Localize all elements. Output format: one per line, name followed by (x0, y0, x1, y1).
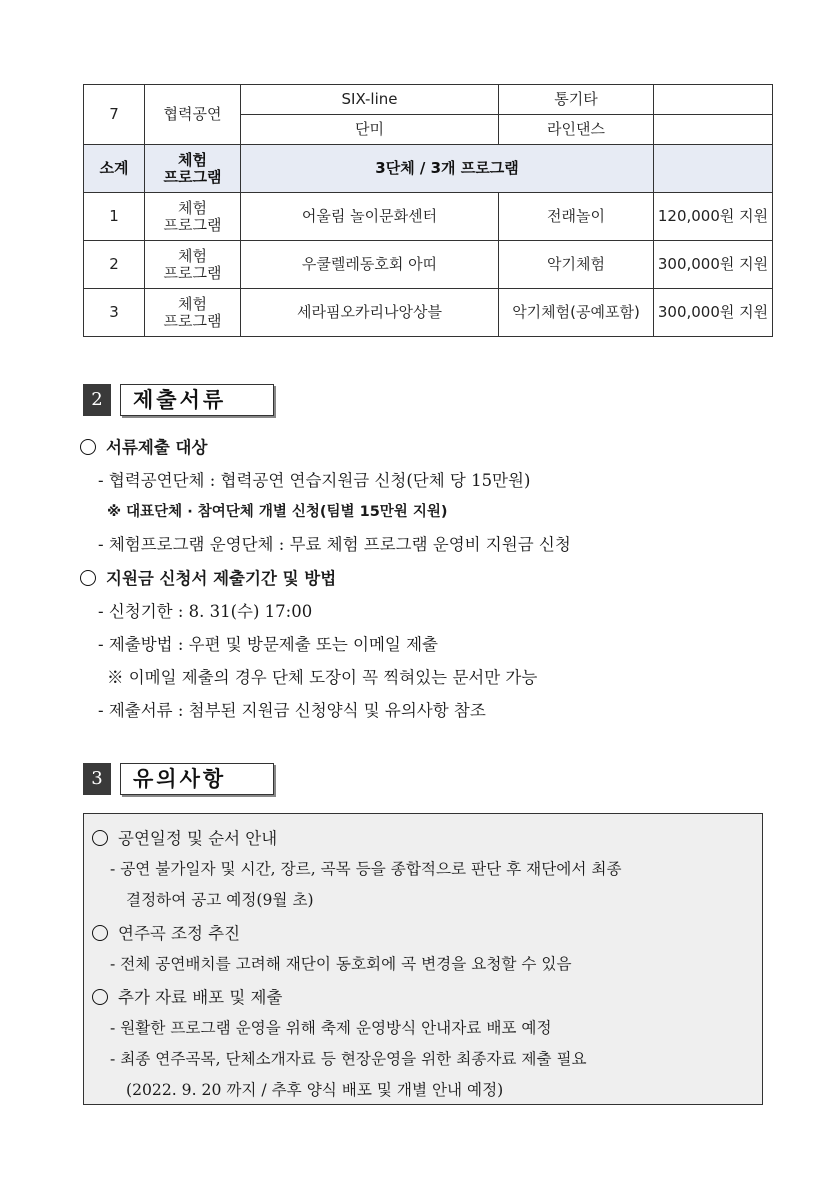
program-type: 협력공연 (145, 85, 241, 145)
section-number: 2 (83, 384, 111, 416)
list-item: - 원활한 프로그램 운영을 위해 축제 운영방식 안내자료 배포 예정 (110, 1019, 552, 1037)
list-item: - 제출서류 : 첨부된 지원금 신청양식 및 유의사항 참조 (98, 701, 486, 720)
circle-bullet-icon (80, 570, 96, 586)
activity: 라인댄스 (499, 115, 654, 145)
activity: 악기체험(공예포함) (499, 289, 654, 337)
bullet-heading: 공연일정 및 순서 안내 (92, 825, 277, 849)
section-title: 제출서류 (120, 384, 274, 416)
support-amount: 300,000원 지원 (654, 241, 773, 289)
row-number: 7 (84, 85, 145, 145)
group-name: 우쿨렐레동호회 아띠 (241, 241, 499, 289)
program-type: 체험 프로그램 (145, 193, 241, 241)
row-number: 소계 (84, 145, 145, 193)
activity: 전래놀이 (499, 193, 654, 241)
subtotal-row (84, 145, 773, 193)
group-name: 어울림 놀이문화센터 (241, 193, 499, 241)
bullet-heading: 서류제출 대상 (80, 434, 207, 458)
activity: 악기체험 (499, 241, 654, 289)
bullet-heading: 추가 자료 배포 및 제출 (92, 984, 282, 1008)
list-item: - 협력공연단체 : 협력공연 연습지원금 신청(단체 당 15만원) (98, 471, 531, 490)
support-amount: 120,000원 지원 (654, 193, 773, 241)
table-row (84, 193, 773, 241)
program-type: 체험 프로그램 (145, 145, 241, 193)
program-table (83, 84, 773, 337)
table-row (84, 85, 773, 115)
list-item: - 전체 공연배치를 고려해 재단이 동호회에 곡 변경을 요청할 수 있음 (110, 955, 572, 973)
row-number: 2 (84, 241, 145, 289)
circle-bullet-icon (92, 830, 108, 846)
group-name: SIX-line (241, 85, 499, 115)
group-name: 세라핌오카리나앙상블 (241, 289, 499, 337)
program-type: 체험 프로그램 (145, 241, 241, 289)
circle-bullet-icon (92, 989, 108, 1005)
support-amount (654, 115, 773, 145)
section-number: 3 (83, 763, 111, 795)
support-amount (654, 85, 773, 115)
list-item: - 체험프로그램 운영단체 : 무료 체험 프로그램 운영비 지원금 신청 (98, 535, 571, 554)
subtotal-summary: 3단체 / 3개 프로그램 (241, 145, 654, 193)
bullet-heading: 연주곡 조정 추진 (92, 920, 240, 944)
list-item: - 신청기한 : 8. 31(수) 17:00 (98, 602, 313, 621)
program-type: 체험 프로그램 (145, 289, 241, 337)
group-name: 단미 (241, 115, 499, 145)
bullet-heading: 지원금 신청서 제출기간 및 방법 (80, 565, 336, 589)
row-number: 3 (84, 289, 145, 337)
table-row (84, 289, 773, 337)
list-item: - 공연 불가일자 및 시간, 장르, 곡목 등을 종합적으로 판단 후 재단에서 최종 (110, 860, 622, 878)
circle-bullet-icon (80, 439, 96, 455)
row-number: 1 (84, 193, 145, 241)
circle-bullet-icon (92, 925, 108, 941)
support-amount (654, 145, 773, 193)
list-item: - 제출방법 : 우편 및 방문제출 또는 이메일 제출 (98, 635, 438, 654)
list-item-continued: (2022. 9. 20 까지 / 추후 양식 배포 및 개별 안내 예정) (126, 1081, 504, 1099)
activity: 통기타 (499, 85, 654, 115)
list-item: - 최종 연주곡목, 단체소개자료 등 현장운영을 위한 최종자료 제출 필요 (110, 1050, 587, 1068)
support-amount: 300,000원 지원 (654, 289, 773, 337)
note-item: ※ 이메일 제출의 경우 단체 도장이 꼭 찍혀있는 문서만 가능 (107, 668, 538, 687)
list-item-continued: 결정하여 공고 예정(9월 초) (126, 891, 314, 909)
section-title: 유의사항 (120, 763, 274, 795)
note-item: ※ 대표단체 · 참여단체 개별 신청(팀별 15만원 지원) (107, 504, 448, 520)
table-row (84, 241, 773, 289)
